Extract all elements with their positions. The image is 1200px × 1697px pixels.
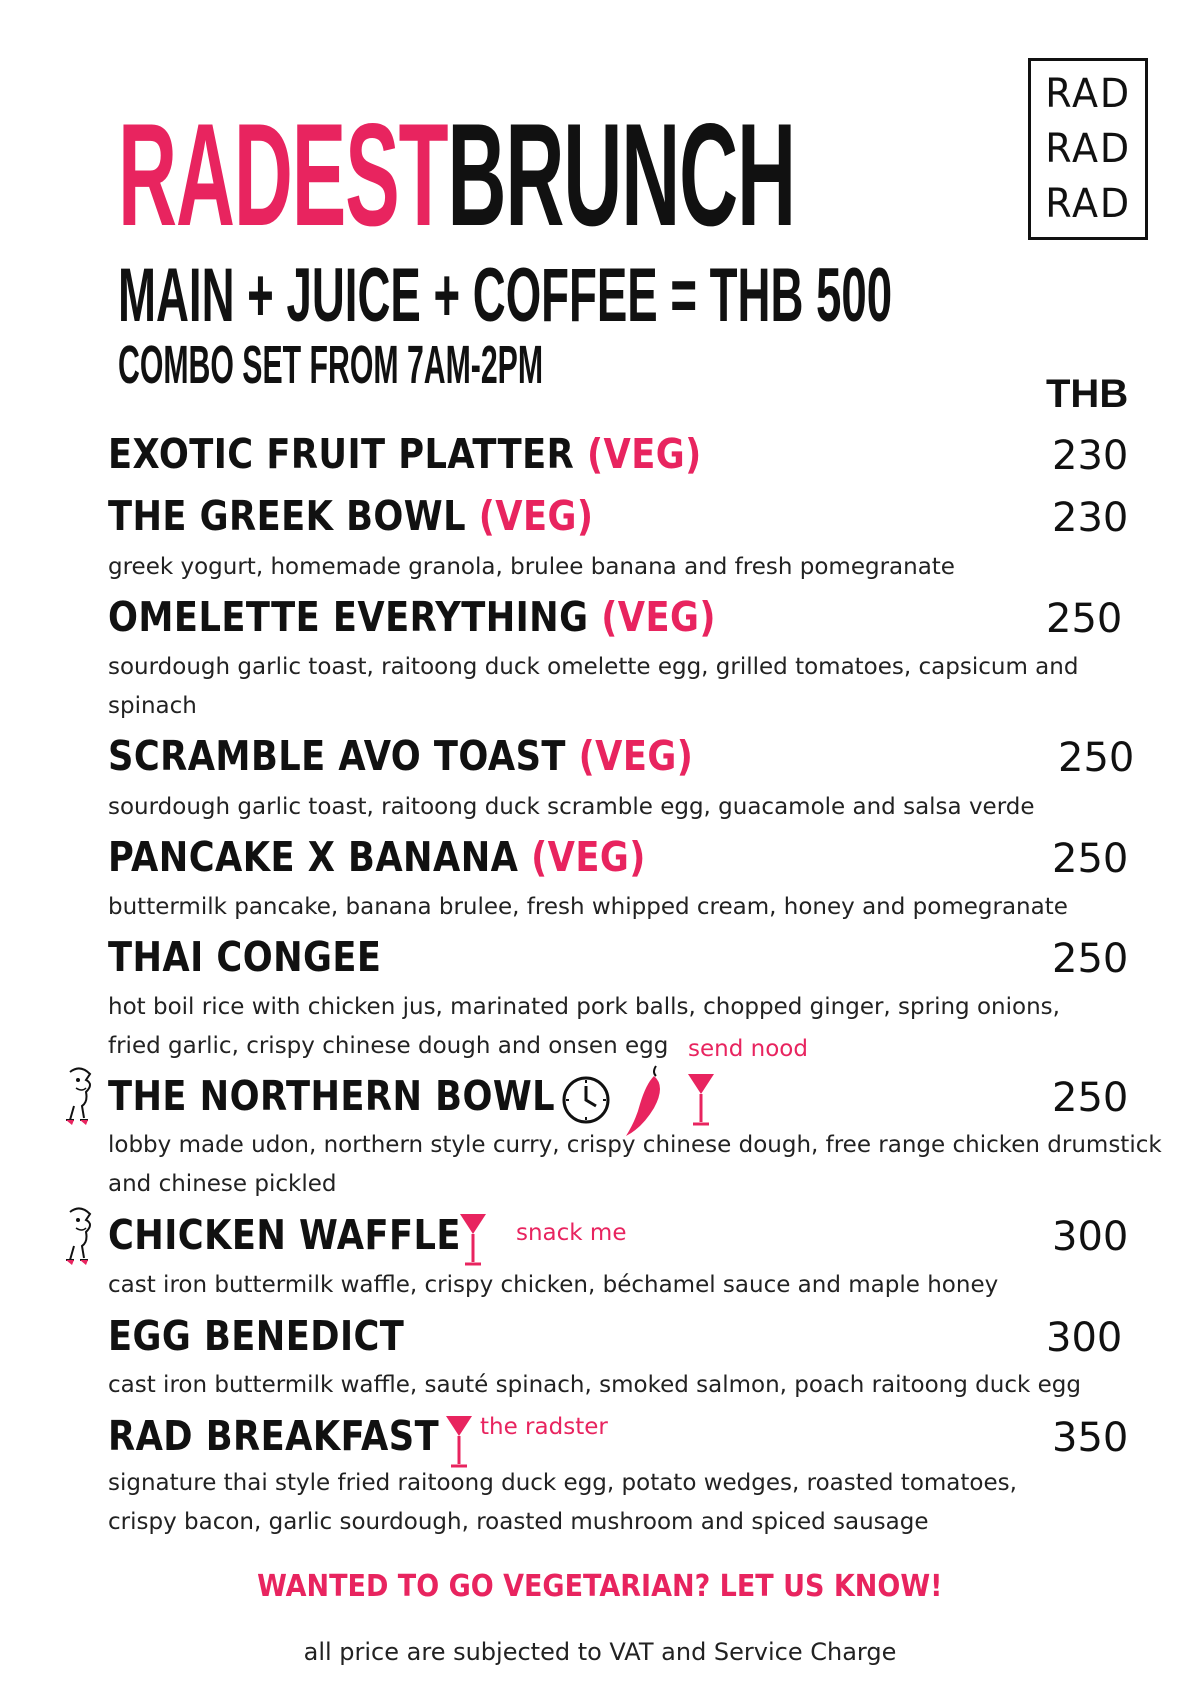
logo-line: RAD	[1045, 180, 1131, 227]
item-price: 250	[1052, 1075, 1129, 1121]
logo-line: RAD	[1045, 71, 1131, 118]
item-price: 300	[1046, 1315, 1123, 1361]
cocktail-icon	[444, 1412, 474, 1470]
item-name-text: CHICKEN WAFFLE	[108, 1211, 461, 1259]
menu-item-name	[108, 492, 594, 540]
veg-label: (VEG)	[531, 833, 646, 881]
item-description: buttermilk pancake, banana brulee, fresh whipped cream, honey and pomegranate	[108, 894, 1068, 920]
item-description: cast iron buttermilk waffle, crispy chicken, béchamel sauce and maple honey	[108, 1272, 999, 1298]
item-name-text: EGG BENEDICT	[108, 1312, 405, 1360]
item-description: sourdough garlic toast, raitoong duck scramble egg, guacamole and salsa verde	[108, 794, 1035, 820]
item-name-text: PANCAKE X BANANA	[108, 833, 519, 881]
item-price: 250	[1058, 735, 1135, 781]
menu-item-name	[108, 593, 716, 641]
item-price: 230	[1052, 433, 1129, 479]
item-price: 250	[1052, 936, 1129, 982]
vegetarian-callout	[0, 1569, 1200, 1604]
item-tag: the radster	[480, 1414, 608, 1440]
veg-label: (VEG)	[478, 492, 594, 540]
rad-logo	[1028, 58, 1148, 240]
currency-header: THB	[1046, 372, 1129, 416]
menu-item-name	[108, 732, 694, 780]
item-name-text: THE NORTHERN BOWL	[108, 1072, 556, 1120]
item-description: cast iron buttermilk waffle, sauté spinach, smoked salmon, poach raitoong duck egg	[108, 1372, 1081, 1398]
item-name-text: SCRAMBLE AVO TOAST	[108, 732, 566, 780]
item-description: greek yogurt, homemade granola, brulee banana and fresh pomegranate	[108, 554, 955, 580]
menu-item-name	[108, 1211, 461, 1259]
item-price: 250	[1046, 596, 1123, 642]
item-price: 230	[1052, 495, 1129, 541]
menu-item-name	[108, 1072, 556, 1120]
title-pink: RADEST	[118, 93, 448, 256]
menu-item-name	[108, 430, 702, 478]
item-description: sourdough garlic toast, raitoong duck omelette egg, grilled tomatoes, capsicum and spinach	[108, 654, 1079, 719]
cocktail-icon	[686, 1070, 716, 1128]
clock-icon	[560, 1074, 612, 1126]
character-doodle-icon	[56, 1206, 104, 1268]
veg-label: (VEG)	[578, 732, 694, 780]
page-title	[118, 93, 795, 256]
veg-label: (VEG)	[601, 593, 716, 641]
logo-line: RAD	[1045, 125, 1131, 172]
vat-note: all price are subjected to VAT and Service Charge	[303, 1638, 897, 1666]
menu-item-name	[108, 1312, 405, 1360]
character-doodle-icon	[56, 1066, 104, 1128]
veg-label: (VEG)	[586, 430, 702, 478]
combo-time: COMBO SET FROM 7AM-2PM	[118, 335, 544, 395]
item-tag: send nood	[688, 1036, 808, 1062]
cocktail-icon	[458, 1210, 488, 1268]
item-name-text: OMELETTE EVERYTHING	[108, 593, 589, 641]
menu-item-name	[108, 933, 382, 981]
item-name-text: EXOTIC FRUIT PLATTER	[108, 430, 575, 478]
title-black: BRUNCH	[447, 93, 795, 256]
item-name-text: RAD BREAKFAST	[108, 1412, 440, 1460]
item-description: signature thai style fried raitoong duck egg, potato wedges, roasted tomatoes, crispy bacon, garlic sourdough, roasted mushroom and spiced sausage	[108, 1470, 1017, 1535]
menu-item-name	[108, 833, 646, 881]
item-description: lobby made udon, northern style curry, crispy chinese dough, free range chicken drumstick and chinese pickled	[108, 1132, 1162, 1197]
item-tag: snack me	[516, 1220, 627, 1246]
item-price: 350	[1052, 1415, 1129, 1461]
item-price: 300	[1052, 1214, 1129, 1260]
item-name-text: THAI CONGEE	[108, 933, 382, 981]
item-price: 250	[1052, 836, 1129, 882]
vegetarian-callout-text: WANTED TO GO VEGETARIAN? LET US KNOW!	[257, 1569, 943, 1604]
item-description: hot boil rice with chicken jus, marinated pork balls, chopped ginger, spring onions, fried garlic, crispy chinese dough and onsen egg	[108, 994, 1060, 1059]
item-name-text: THE GREEK BOWL	[108, 492, 467, 540]
combo-offer: MAIN + JUICE + COFFEE = THB 500	[118, 253, 893, 338]
menu-item-name	[108, 1412, 440, 1460]
